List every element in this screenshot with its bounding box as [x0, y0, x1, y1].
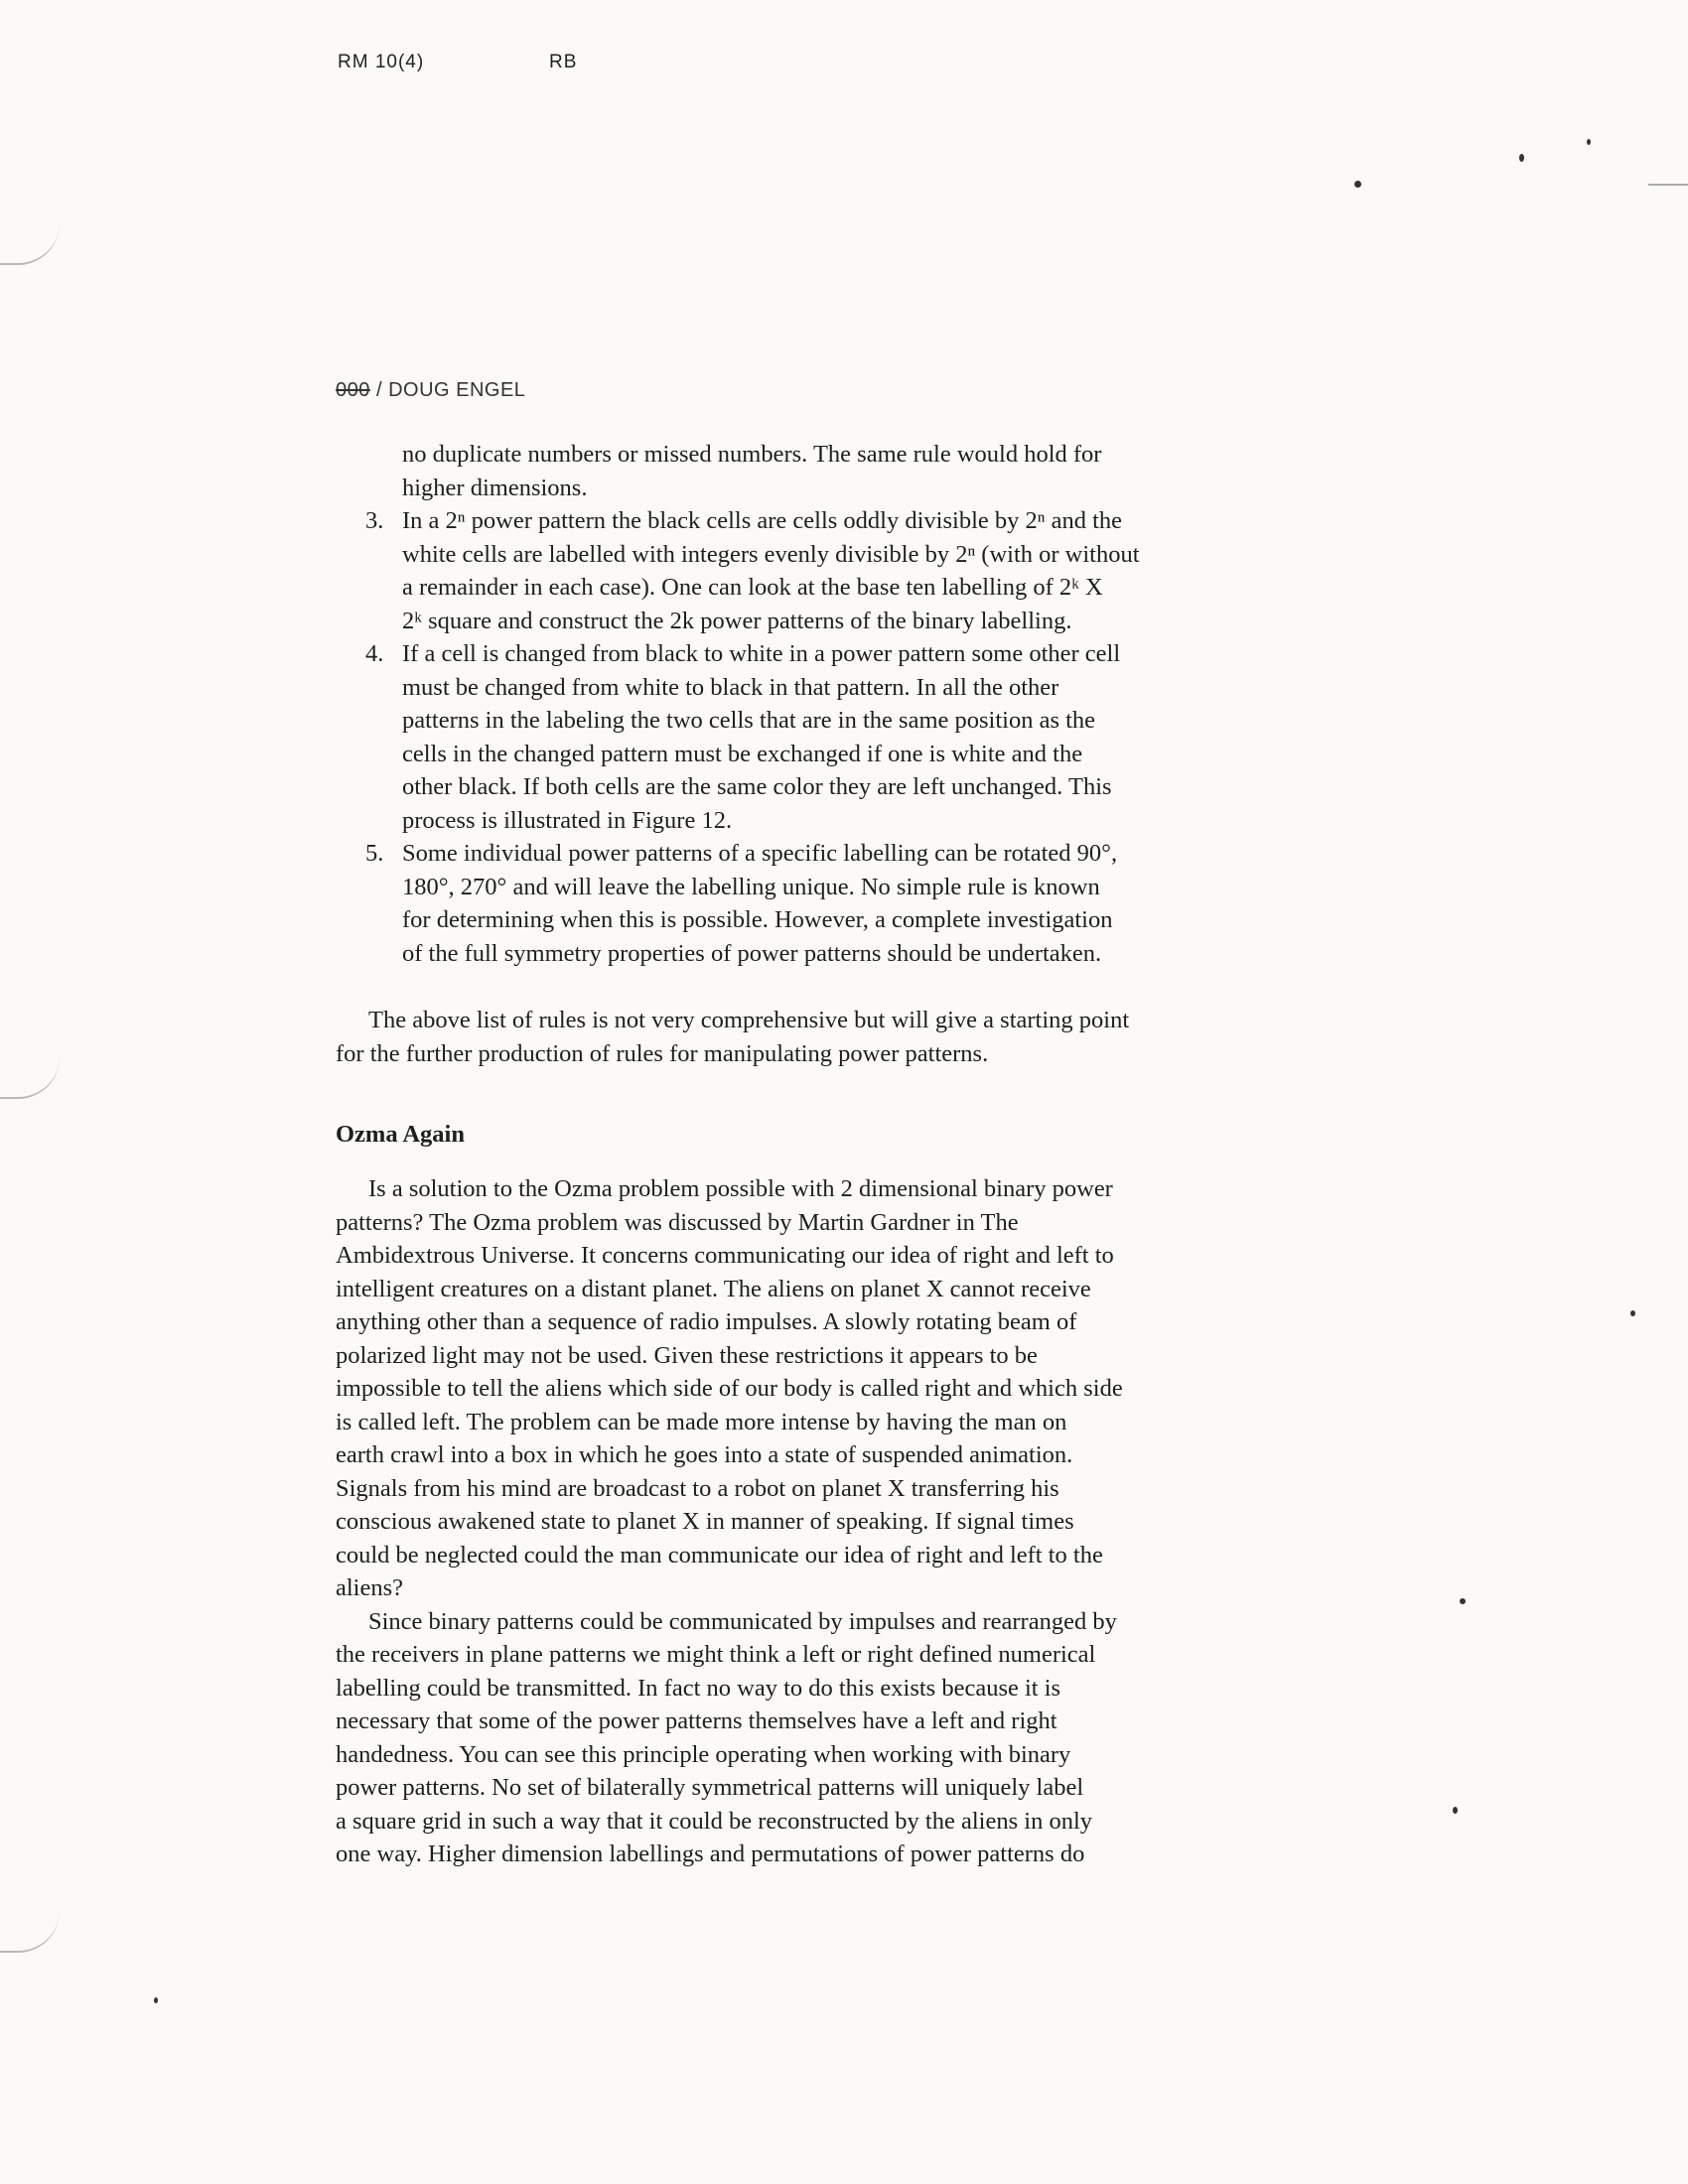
closing-paragraph — [336, 1004, 1249, 1070]
text-line: power patterns. No set of bilaterally symmetrical patterns will uniquely label — [336, 1774, 1084, 1801]
text-line: handedness. You can see this principle operating when working with binary — [336, 1740, 1071, 1768]
continuation-paragraph — [336, 438, 1249, 504]
text-line: polarized light may not be used. Given these restrictions it appears to be — [336, 1341, 1038, 1369]
speck — [1354, 181, 1361, 188]
running-head — [336, 379, 525, 402]
paragraph — [336, 1172, 1249, 1605]
text-line: anything other than a sequence of radio impulses. A slowly rotating beam of — [336, 1308, 1077, 1335]
text-line: Ambidextrous Universe. It concerns communicating our idea of right and left to — [336, 1242, 1114, 1269]
rule-number: 4. — [365, 640, 384, 667]
text-line: of the full symmetry properties of power patterns should be undertaken. — [402, 939, 1102, 967]
text-line: 2ᵏ square and construct the 2k power patterns of the binary labelling. — [402, 607, 1072, 634]
binder-hole-mark — [0, 223, 60, 265]
text-line: could be neglected could the man communicate our idea of right and left to the — [336, 1541, 1103, 1569]
text-line: the receivers in plane patterns we might think a left or right defined numerical — [336, 1641, 1096, 1668]
text-line: other black. If both cells are the same color they are left unchanged. This — [402, 773, 1112, 800]
archive-stamp-left: RM 10(4) — [338, 52, 425, 72]
rule-number: 3. — [365, 507, 384, 534]
text-line: Some individual power patterns of a specific labelling can be rotated 90°, — [402, 840, 1118, 867]
rules-list — [336, 504, 1249, 970]
text-line: impossible to tell the aliens which side of our body is called right and which side — [336, 1375, 1123, 1402]
rule-item-5 — [336, 837, 1249, 970]
speck — [1460, 1598, 1466, 1604]
speck — [1519, 154, 1524, 162]
text-line: If a cell is changed from black to white in a power pattern some other cell — [402, 640, 1121, 667]
speck — [154, 1997, 158, 2003]
text-line: higher dimensions. — [402, 474, 588, 501]
text-line: conscious awakened state to planet X in manner of speaking. If signal times — [336, 1508, 1074, 1535]
text-line: Since binary patterns could be communicated by impulses and rearranged by — [368, 1607, 1117, 1635]
text-line: white cells are labelled with integers evenly divisible by 2ⁿ (with or without — [402, 540, 1140, 568]
text-line: aliens? — [336, 1574, 404, 1601]
paragraph — [336, 1605, 1249, 1871]
archive-stamp-right: RB — [549, 52, 578, 72]
text-line: The above list of rules is not very comprehensive but will give a starting point — [368, 1007, 1130, 1033]
speck — [1630, 1310, 1635, 1316]
text-line: must be changed from white to black in that pattern. In all the other — [402, 673, 1059, 701]
ozma-body — [336, 1172, 1249, 1871]
text-line: a square grid in such a way that it could be reconstructed by the aliens in only — [336, 1807, 1093, 1835]
text-line: patterns in the labeling the two cells that are in the same position as the — [402, 707, 1096, 734]
text-line: intelligent creatures on a distant planet. The aliens on planet X cannot receive — [336, 1275, 1091, 1302]
text-line: Signals from his mind are broadcast to a robot on planet X transferring his — [336, 1474, 1059, 1502]
text-line: Is a solution to the Ozma problem possible with 2 dimensional binary power — [368, 1175, 1113, 1202]
rule-number: 5. — [365, 840, 384, 867]
section-heading: Ozma Again — [336, 1121, 465, 1148]
text-line: labelling could be transmitted. In fact no way to do this exists because it is — [336, 1674, 1061, 1702]
edge-mark — [1648, 184, 1688, 186]
text-line: patterns? The Ozma problem was discussed by Martin Gardner in The — [336, 1208, 1019, 1236]
text-line: 180°, 270° and will leave the labelling unique. No simple rule is known — [402, 873, 1100, 900]
binder-hole-mark — [0, 1057, 60, 1099]
text-line: necessary that some of the power patterns themselves have a left and right — [336, 1707, 1057, 1734]
running-head-separator: / — [375, 379, 382, 401]
binder-hole-mark — [0, 1911, 60, 1953]
rule-item-4 — [336, 637, 1249, 837]
text-line: earth crawl into a box in which he goes into a state of suspended animation. — [336, 1441, 1073, 1468]
text-line: process is illustrated in Figure 12. — [402, 806, 733, 834]
speck — [1453, 1807, 1458, 1814]
text-line: a remainder in each case). One can look at the base ten labelling of 2ᵏ X — [402, 574, 1103, 601]
text-line: cells in the changed pattern must be exchanged if one is white and the — [402, 740, 1083, 767]
text-line: no duplicate numbers or missed numbers. The same rule would hold for — [402, 441, 1102, 468]
page-number: 000 — [336, 379, 370, 401]
running-head-author: DOUG ENGEL — [388, 379, 526, 401]
speck — [1587, 139, 1591, 145]
text-line: one way. Higher dimension labellings and permutations of power patterns do — [336, 1841, 1085, 1867]
text-line: In a 2ⁿ power pattern the black cells are cells oddly divisible by 2ⁿ and the — [402, 507, 1123, 534]
text-line: for determining when this is possible. However, a complete investigation — [402, 906, 1113, 933]
text-line: for the further production of rules for manipulating power patterns. — [336, 1039, 989, 1067]
rule-item-3 — [336, 504, 1249, 637]
text-line: is called left. The problem can be made more intense by having the man on — [336, 1408, 1067, 1435]
